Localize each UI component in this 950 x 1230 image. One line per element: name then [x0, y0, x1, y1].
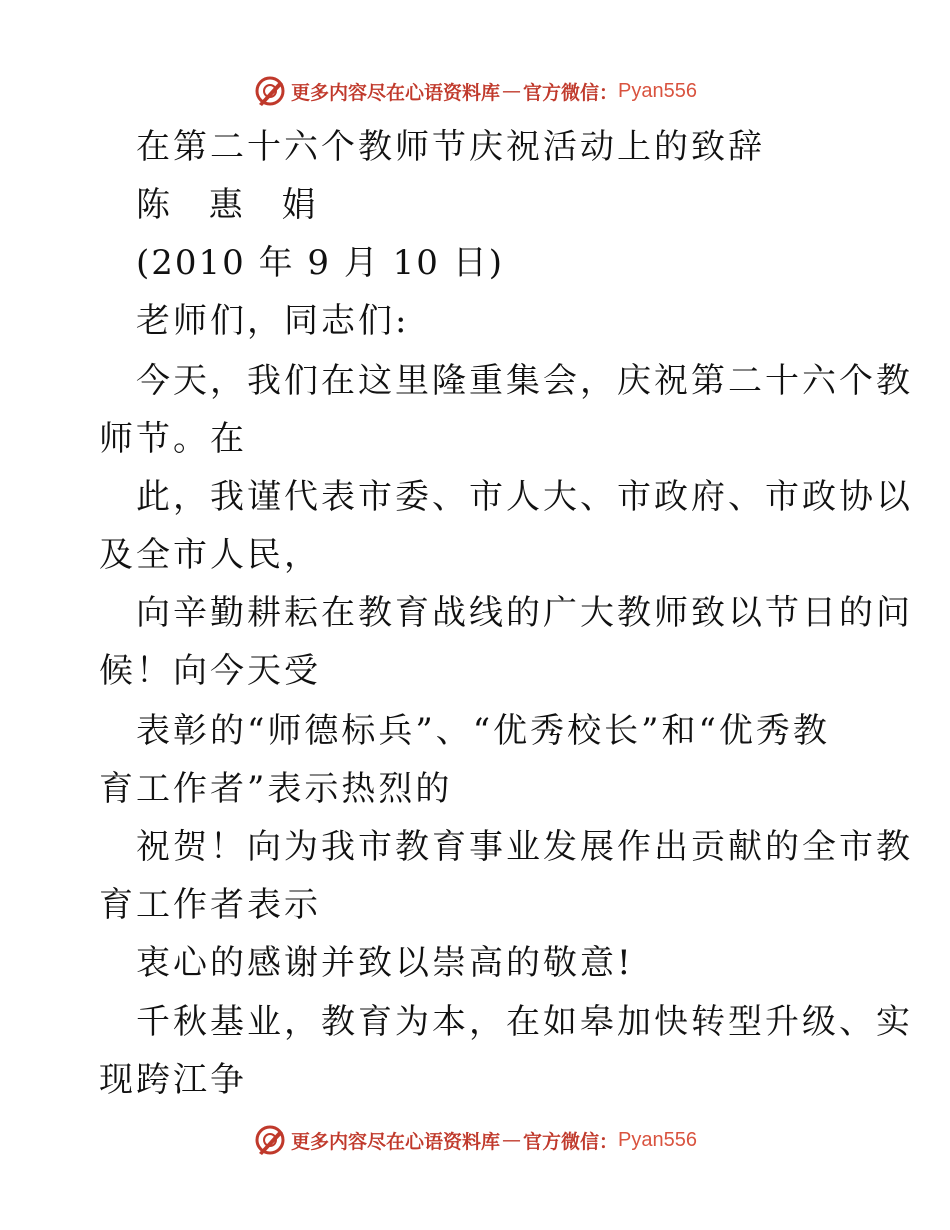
document-salutation: 老师们，同志们:: [136, 301, 410, 341]
body-line: 育工作者”表示热烈的: [99, 769, 453, 809]
body-line: 今天，我们在这里隆重集会，庆祝第二十六个教: [136, 361, 913, 401]
body-line: 育工作者表示: [99, 885, 321, 925]
document-title: 在第二十六个教师节庆祝活动上的致辞: [136, 127, 765, 167]
body-line: 及全市人民，: [99, 535, 321, 575]
document-date: (2010 年 9 月 10 日): [136, 243, 504, 283]
banner-wechat-id: Pyan556: [618, 1128, 697, 1151]
body-line: 千秋基业，教育为本，在如皋加快转型升级、实: [136, 1002, 913, 1042]
banner-wechat-label: 官方微信：: [523, 81, 619, 104]
banner-dash: —: [502, 80, 522, 102]
body-line: 师节。在: [99, 419, 247, 459]
document-author: 陈 惠 娟: [136, 185, 330, 225]
body-line: 祝贺！向为我市教育事业发展作出贡献的全市教: [136, 827, 913, 867]
pen-circle-logo-icon: [253, 1123, 287, 1157]
body-line: 候！向今天受: [99, 651, 321, 691]
body-line: 向辛勤耕耘在教育战线的广大教师致以节日的问: [136, 593, 913, 633]
banner-text: 更多内容尽在心语资料库: [291, 81, 501, 104]
body-line: 现跨江争: [99, 1060, 247, 1100]
body-line: 表彰的“师德标兵”、“优秀校长”和“优秀教: [136, 711, 830, 751]
body-line: 衷心的感谢并致以崇高的敬意!: [136, 943, 634, 983]
banner-text: 更多内容尽在心语资料库: [291, 1130, 501, 1153]
body-line: 此，我谨代表市委、市人大、市政府、市政协以: [136, 477, 913, 517]
footer-banner: [0, 1120, 950, 1160]
banner-wechat-id: Pyan556: [618, 79, 697, 102]
banner-wechat-label: 官方微信：: [523, 1130, 619, 1153]
banner-dash: —: [502, 1129, 522, 1151]
